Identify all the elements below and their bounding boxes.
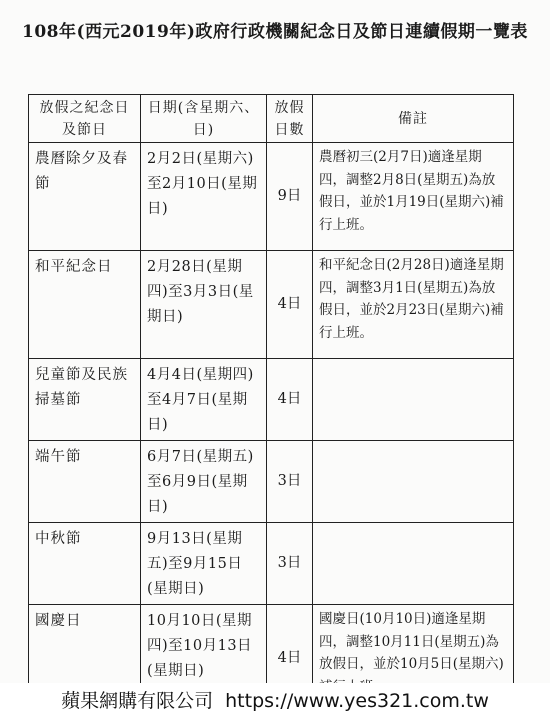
holiday-note (313, 441, 514, 523)
holiday-name: 農曆除夕及春節 (29, 143, 141, 251)
header-name: 放假之紀念日及節日 (29, 95, 141, 143)
holiday-days: 4日 (267, 605, 313, 713)
holiday-days: 4日 (267, 251, 313, 359)
holiday-note: 和平紀念日(2月28日)適逢星期四，調整3月1日(星期五)為放假日，並於2月23日(星期六)補行上班。 (313, 251, 514, 359)
holiday-note: 農曆初三(2月7日)適逢星期四，調整2月8日(星期五)為放假日，並於1月19日(星期六)補行上班。 (313, 143, 514, 251)
holiday-date: 9月13日(星期五)至9月15日(星期日) (141, 523, 267, 605)
holiday-date: 2月28日(星期四)至3月3日(星期日) (141, 251, 267, 359)
holiday-name: 端午節 (29, 441, 141, 523)
footer-url[interactable]: https://www.yes321.com.tw (225, 690, 489, 712)
holiday-date: 6月7日(星期五)至6月9日(星期日) (141, 441, 267, 523)
header-days: 放假日數 (267, 95, 313, 143)
holiday-note (313, 523, 514, 605)
table-row (29, 251, 514, 359)
footer-company: 蘋果網購有限公司 (61, 690, 214, 712)
holiday-table (28, 94, 514, 713)
document-title: 108年(西元2019年)政府行政機關紀念日及節日連續假期一覽表 (22, 22, 528, 42)
holiday-date: 4月4日(星期四)至4月7日(星期日) (141, 359, 267, 441)
holiday-name: 中秋節 (29, 523, 141, 605)
footer (0, 683, 550, 719)
holiday-days: 9日 (267, 143, 313, 251)
table-header-row (29, 95, 514, 143)
holiday-name: 國慶日 (29, 605, 141, 713)
holiday-note (313, 359, 514, 441)
holiday-date: 2月2日(星期六)至2月10日(星期日) (141, 143, 267, 251)
header-note: 備註 (313, 95, 514, 143)
holiday-date: 10月10日(星期四)至10月13日(星期日) (141, 605, 267, 713)
holiday-note: 國慶日(10月10日)適逢星期四，調整10月11日(星期五)為放假日，並於10月5日(星期六) (313, 605, 514, 713)
holiday-days: 3日 (267, 441, 313, 523)
holiday-days: 4日 (267, 359, 313, 441)
holiday-days: 3日 (267, 523, 313, 605)
table-row (29, 441, 514, 523)
table-row (29, 523, 514, 605)
table-row (29, 143, 514, 251)
holiday-name: 和平紀念日 (29, 251, 141, 359)
table-row (29, 359, 514, 441)
holiday-name: 兒童節及民族掃墓節 (29, 359, 141, 441)
header-date: 日期(含星期六、日) (141, 95, 267, 143)
